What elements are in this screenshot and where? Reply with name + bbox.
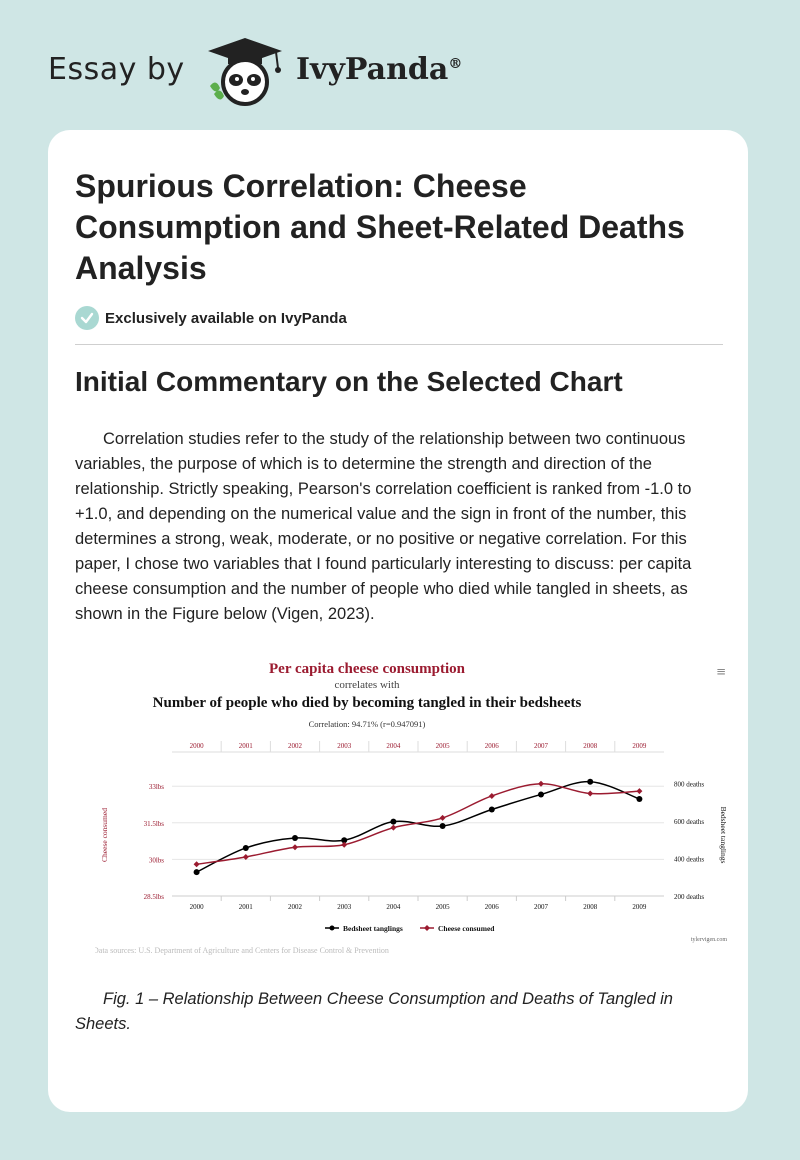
right-tick-label: 200 deaths [674, 893, 705, 901]
bedsheet-tanglings-point [587, 779, 593, 785]
bottom-year-label: 2006 [484, 903, 499, 911]
bedsheet-tanglings-point [390, 819, 396, 825]
top-year-label: 2008 [583, 742, 598, 750]
section-heading: Initial Commentary on the Selected Chart [75, 366, 623, 397]
chart-source: Data sources: U.S. Department of Agriculture and Centers for Disease Control & Prevention [95, 946, 389, 955]
left-tick-label: 33lbs [148, 783, 164, 792]
page-title: Spurious Correlation: Cheese Consumption and Sheet-Related Deaths Analysis [75, 168, 685, 286]
article-card [48, 130, 748, 1112]
left-tick-label: 31.5lbs [143, 819, 164, 828]
bedsheet-tanglings-point [194, 869, 200, 875]
chart-figure [95, 646, 731, 962]
chart-menu-icon[interactable]: ≡ [716, 664, 726, 681]
panda-logo-icon[interactable] [200, 34, 290, 108]
top-year-label: 2005 [435, 742, 450, 750]
divider [75, 344, 723, 345]
site-header [0, 0, 800, 130]
top-year-label: 2004 [386, 742, 401, 750]
bedsheet-tanglings-point [292, 835, 298, 841]
bottom-year-label: 2004 [386, 903, 401, 911]
top-year-label: 2006 [484, 742, 499, 750]
body-paragraph: Correlation studies refer to the study of the relationship between two continuous variables, the purpose of which is to determine the strength and direction of the relationship. Strictly speaking, Pearson's correlation coefficient is ranked from -1.0 to +1.0, and depending on the numerical value and the sign in front of the number, this determines a strong, weak, moderate, or no positive or negative correlation. For this paper, I chose two variables that I found particularly interesting to discuss: per capita cheese consumption and the number of people who died while tangled in sheets, as shown in the Figure below (Vigen, 2023). [75, 430, 692, 623]
left-tick-label: 30lbs [148, 856, 164, 865]
essay-by-label: Essay by [48, 52, 185, 87]
registered-mark: ® [448, 56, 463, 72]
bottom-year-label: 2007 [534, 903, 548, 911]
chart-correlation: Correlation: 94.71% (r=0.947091) [308, 719, 426, 729]
bedsheet-tanglings-point [538, 791, 544, 797]
chart-correlates-with: correlates with [334, 679, 400, 691]
right-tick-label: 400 deaths [674, 855, 705, 864]
figure-caption: Fig. 1 – Relationship Between Cheese Consumption and Deaths of Tangled in Sheets. [75, 990, 673, 1033]
bedsheet-tanglings-point [440, 823, 446, 829]
top-year-label: 2001 [238, 742, 253, 750]
brand-text: IvyPanda [296, 52, 449, 87]
left-tick-label: 28.5lbs [143, 893, 164, 901]
chart-subtitle: Number of people who died by becoming tangled in their bedsheets [152, 695, 582, 711]
left-axis-title: Cheese consumed [100, 808, 109, 862]
bedsheet-tanglings-point [636, 796, 642, 802]
bottom-year-label: 2005 [435, 903, 450, 911]
exclusive-text: Exclusively available on IvyPanda [105, 309, 347, 327]
bedsheet-tanglings-legend-label: Bedsheet tanglings [343, 924, 403, 933]
brand-name[interactable] [296, 52, 462, 87]
bottom-year-label: 2003 [337, 903, 352, 911]
cheese-consumed-legend-label: Cheese consumed [438, 924, 495, 933]
bottom-year-label: 2000 [189, 903, 204, 911]
bottom-year-label: 2008 [583, 903, 598, 911]
bottom-year-label: 2009 [632, 903, 647, 911]
bedsheet-tanglings-legend-marker [330, 926, 335, 931]
exclusive-badge [75, 306, 347, 330]
right-tick-label: 600 deaths [674, 817, 705, 826]
chart-title: Per capita cheese consumption [269, 661, 465, 677]
chart [95, 646, 731, 962]
check-icon [75, 306, 99, 330]
top-year-label: 2007 [534, 742, 548, 750]
bedsheet-tanglings-point [243, 845, 249, 851]
right-axis-title: Bedsheet tanglings [719, 806, 728, 864]
bottom-year-label: 2001 [238, 903, 253, 911]
right-tick-label: 800 deaths [674, 780, 705, 789]
top-year-label: 2009 [632, 742, 647, 750]
bedsheet-tanglings-point [489, 806, 495, 812]
top-year-label: 2003 [337, 742, 352, 750]
bottom-year-label: 2002 [288, 903, 302, 911]
top-year-label: 2000 [189, 742, 204, 750]
top-year-label: 2002 [288, 742, 302, 750]
chart-credit: tylervigen.com [690, 937, 727, 943]
